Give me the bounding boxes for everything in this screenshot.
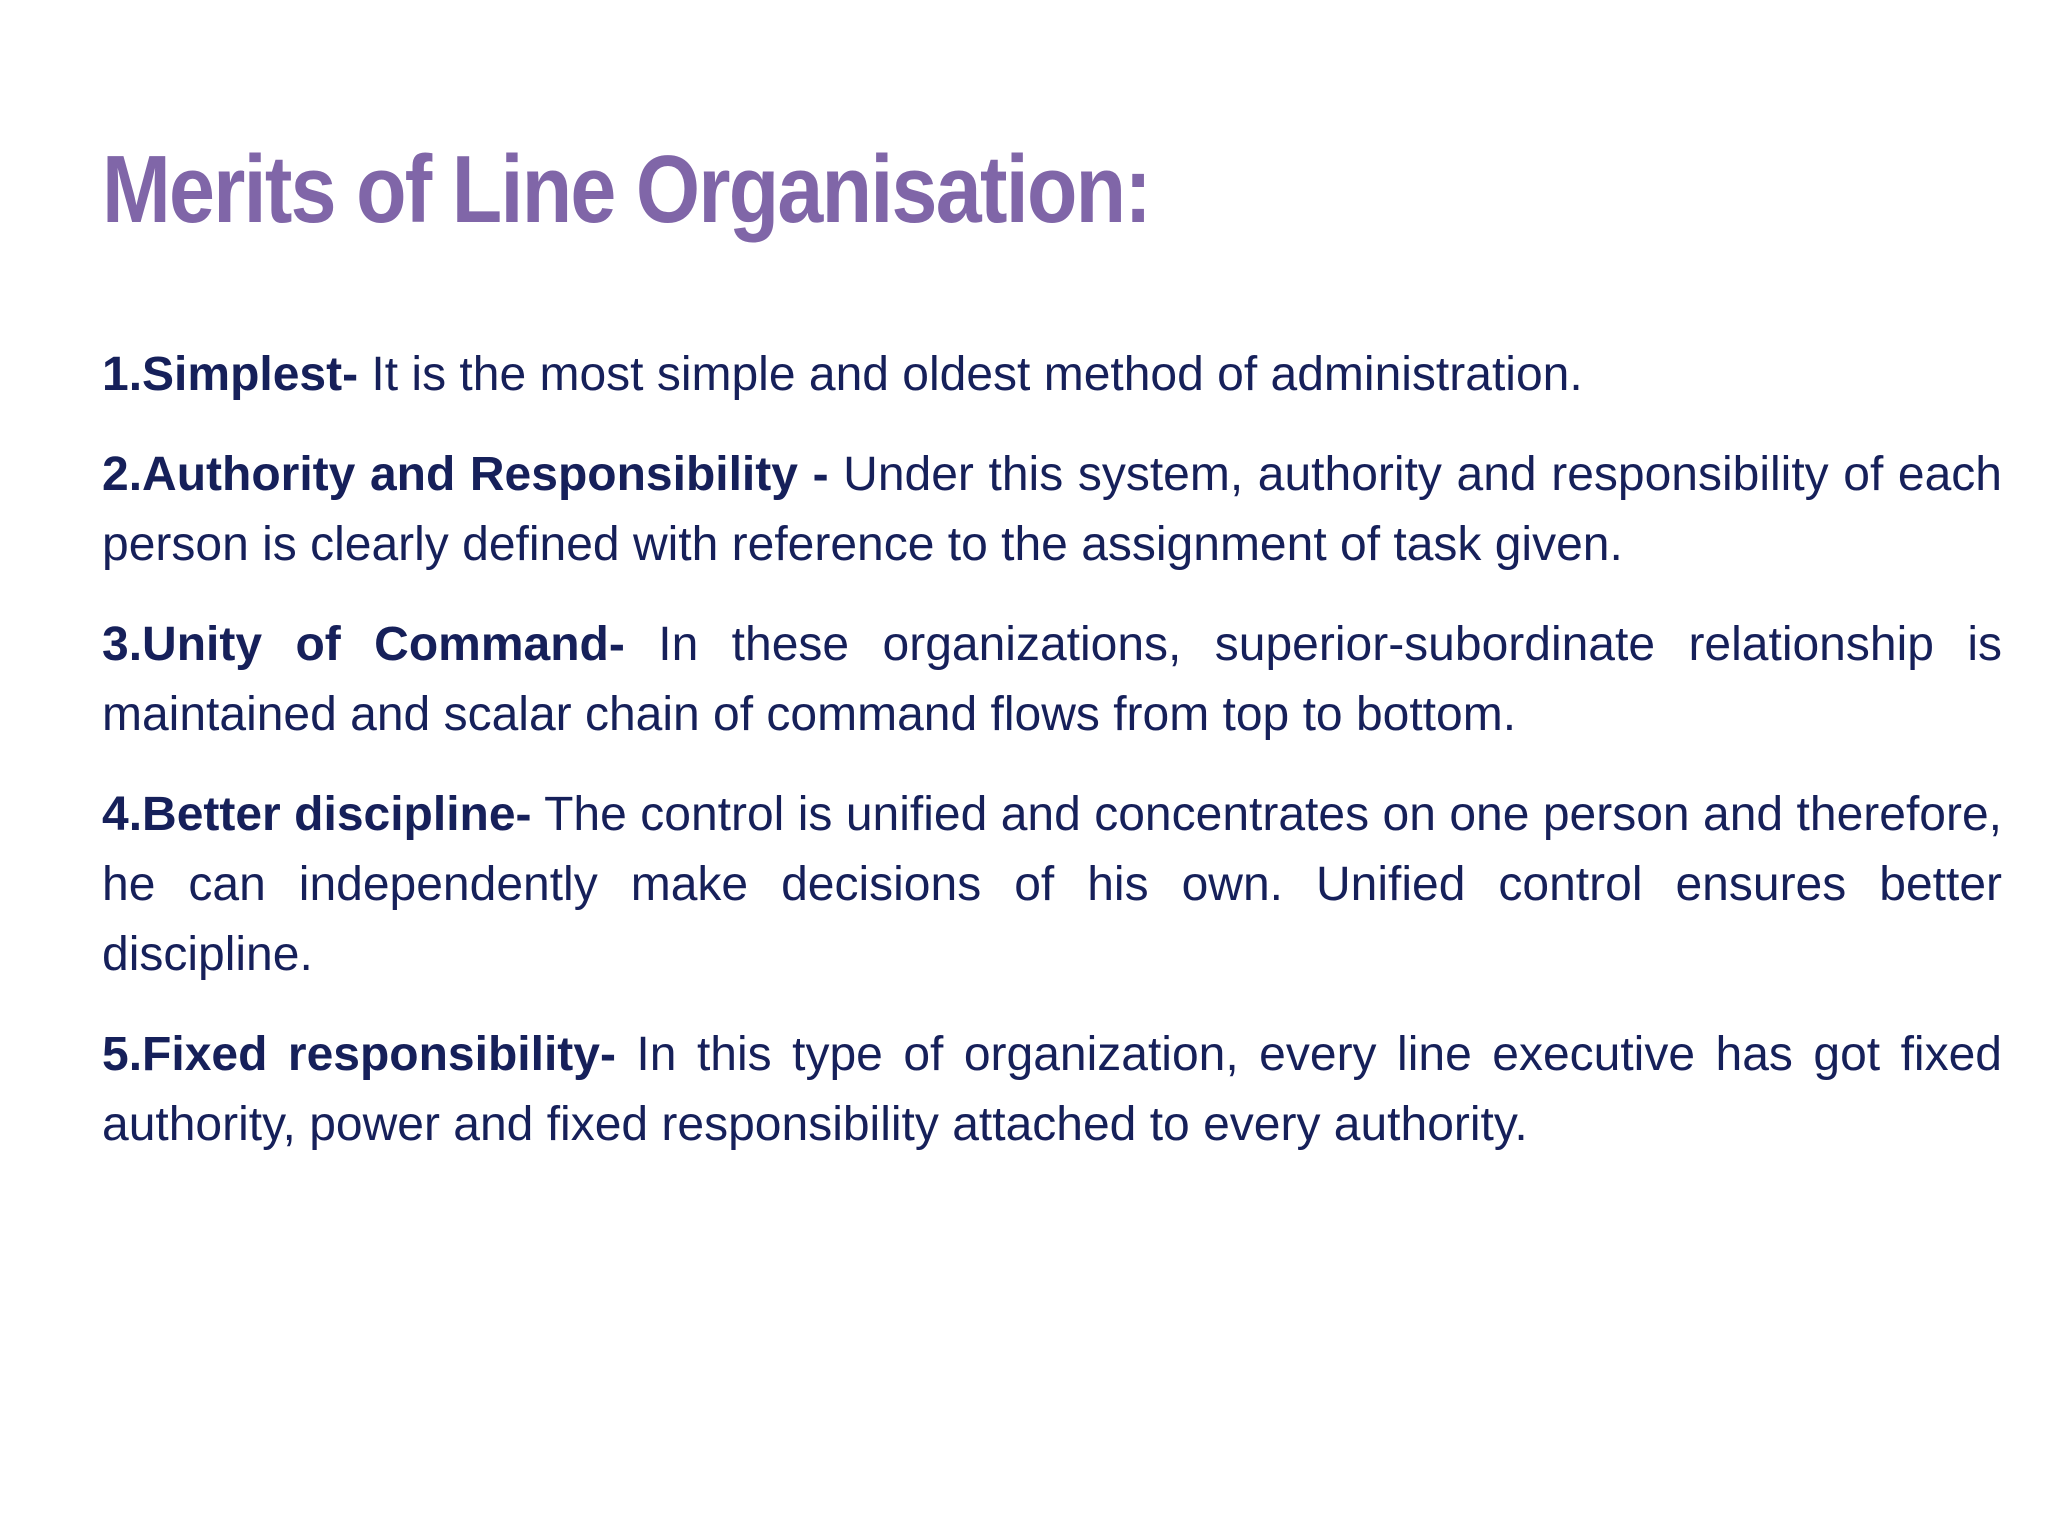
merit-heading: 4.Better discipline-	[102, 788, 532, 841]
merit-heading: 1.Simplest-	[102, 348, 359, 401]
merit-heading: 5.Fixed responsibility-	[102, 1028, 616, 1081]
slide-title: Merits of Line Organisation:	[102, 136, 1151, 243]
merit-item-better-discipline	[102, 780, 2002, 990]
merit-description: In this type of organization, every line executive has got fixed authority, power and fixed responsibility attached to every authority.	[102, 1028, 2002, 1151]
merit-description: In these organizations, superior-subordinate relationship is maintained and scalar chain of command flows from top to bottom.	[102, 618, 2003, 741]
merits-list	[102, 340, 2002, 1190]
merit-item-simplest	[102, 340, 2002, 410]
merit-heading: 3.Unity of Command-	[102, 618, 625, 671]
merit-item-authority-responsibility	[102, 440, 2002, 580]
merit-item-unity-of-command	[102, 610, 2002, 750]
merit-item-fixed-responsibility	[102, 1020, 2002, 1160]
merit-description: Under this system, authority and responsibility of each person is clearly defined with reference to the assignment of task given.	[102, 448, 2003, 571]
merit-description: It is the most simple and oldest method of administration.	[358, 348, 1583, 401]
merit-description: The control is unified and concentrates on one person and therefore, he can independently make decisions of his own. Unified control ensures better discipline.	[102, 788, 2002, 981]
merit-heading: 2.Authority and Responsibility -	[102, 448, 829, 501]
